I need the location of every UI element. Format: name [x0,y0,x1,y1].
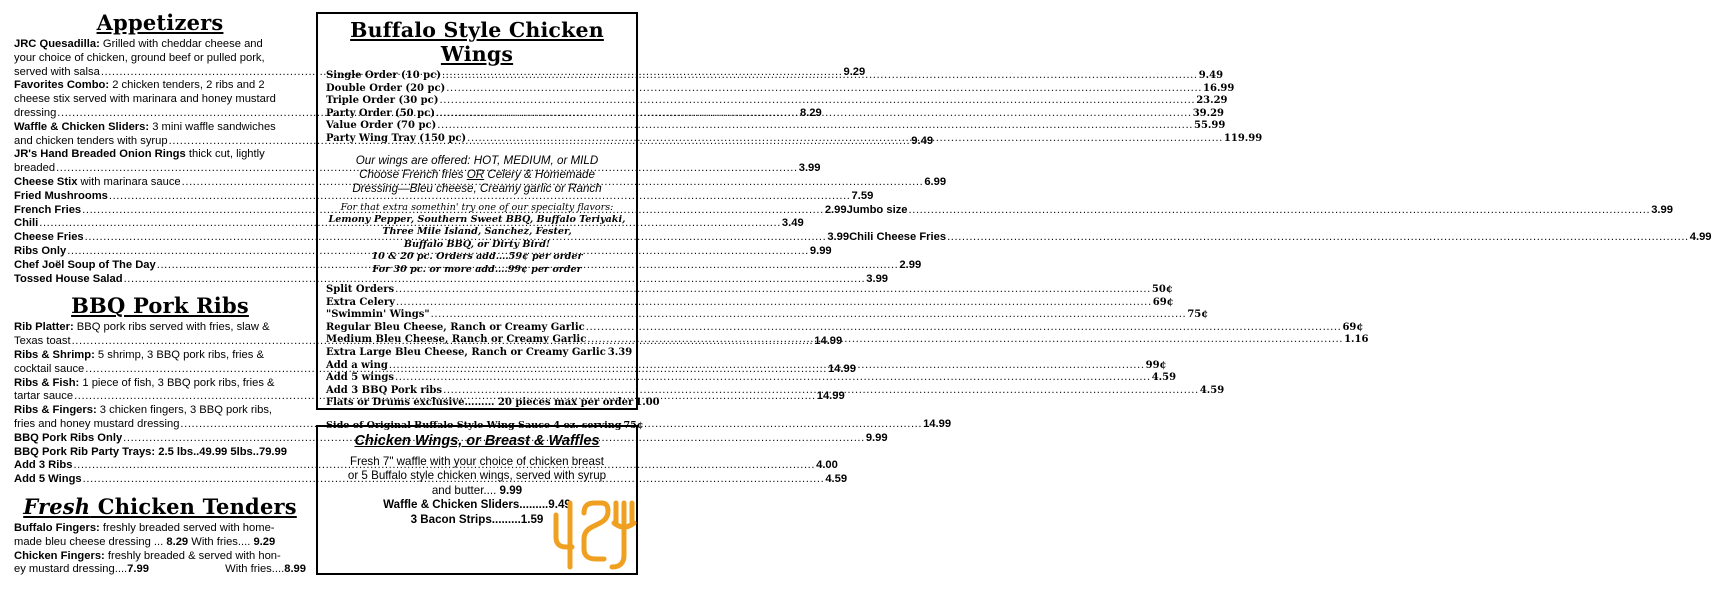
item-name: "Swimmin' Wings" [326,309,430,321]
item-price: 3.99 [866,272,889,285]
bbq-heading: BBQ Pork Ribs [71,293,249,319]
menu-item-party-trays [14,446,306,460]
item-price: 99¢ [1145,359,1167,371]
waffles-price: 9.99 [499,483,523,497]
flavor-line: Buffalo BBQ, or Dirty Bird! [403,238,551,250]
item-name: Double Order (20 pc) [326,82,446,94]
item-price: 3.99 [798,162,821,175]
item-price: 14.99 [816,390,845,403]
item-name: Single Order (10 pc) [326,70,441,81]
item-name: BBQ Pork Rib Party Trays: 2.5 lbs..49.99 5lbs..79.99 [14,445,287,458]
specialty-flavors [326,202,628,276]
item-name: Value Order (70 pc) [326,120,437,132]
wing-extra-row [326,309,1209,322]
item-price: 2.99 [824,203,847,216]
wing-order-row [326,82,1235,96]
item-desc: tartar sauce [14,390,74,403]
item-alt-price: 4.99 [1689,231,1712,244]
wing-extra-row [326,397,660,410]
item-alt-name: Chili Cheese Fries [849,231,947,244]
item-desc: Grilled with cheddar cheese and [102,38,263,50]
item-price: 14.99 [827,362,856,375]
item-desc: cheese stix served with marinara and honey mustard [14,93,276,106]
wing-extra-row [326,372,1177,385]
wings-offered-note [326,154,628,196]
tenders-heading-em: Fresh [23,493,91,519]
item-with-fries-price: 9.29 [253,535,276,548]
item-price: 9.99 [865,431,888,444]
waffles-line: and butter.... 9.99 [431,483,523,497]
item-price: 8.29 [799,106,822,119]
item-desc: your choice of chicken, ground beef or pulled pork, [14,51,265,64]
item-price: 1.16 [1344,334,1369,346]
flavor-line: 10 & 20 pc. Orders add….59¢ per order [371,251,583,263]
item-name: Fried Mushrooms [14,189,108,202]
waffles-line: or 5 Buffalo style chicken wings, served with syrup [347,469,607,483]
item-price: 8.29 [166,535,189,548]
waffles-combo-sliders: Waffle & Chicken Sliders.........9.49 [383,498,571,512]
item-name: Flats or Drums exclusive……… 20 pieces max per order [326,397,634,409]
item-price: 55.99 [1194,120,1226,132]
item-price: 4.59 [1199,384,1225,396]
menu-item-chicken-fingers [14,550,306,578]
item-price: 119.99 [1223,132,1263,144]
item-desc: served with salsa [14,65,100,78]
item-price: 75¢ [1187,309,1209,321]
wing-order-row [326,120,1226,133]
item-name: Add 5 wings [326,372,394,384]
item-name: French Fries [14,203,82,216]
item-name: Buffalo Fingers: [14,521,100,534]
item-price: 14.99 [814,335,843,348]
item-name: Ribs Only [14,244,67,257]
item-desc: freshly breaded & served with hon- [104,549,281,562]
item-price: 9.49 [911,134,934,147]
item-price: 3.49 [781,217,804,230]
offered-line: Choose French fries OR Celery & Homemade [359,167,595,181]
combo-price: 1.59 [520,512,544,526]
item-desc: freshly breaded served with home- [99,521,275,534]
item-name: Add 3 BBQ Pork ribs [326,384,443,396]
item-with-fries: With fries.... [188,535,254,548]
wings-heading: Buffalo Style Chicken Wings [350,18,604,66]
item-price: 3.99 [827,231,850,244]
item-with-fries-price: 8.99 [284,563,306,576]
item-desc: ey mustard dressing.... [14,563,128,576]
item-price: 7.59 [851,189,874,202]
item-name: Waffle & Chicken Sliders: [14,120,150,133]
item-name: Ribs & Shrimp: [14,348,95,361]
item-name: Favorites Combo: [14,79,110,92]
item-name: Tossed House Salad [14,272,123,285]
item-name: Extra Large Bleu Cheese, Ranch or Creamy Garlic [326,346,606,358]
item-name: Triple Order (30 pc) [326,95,439,107]
item-desc: 2 chicken tenders, 2 ribs and 2 [112,79,265,92]
item-desc: cocktail sauce [14,362,85,375]
item-name: JRC Quesadilla: [14,38,100,50]
waffles-description [326,455,628,498]
menu-item-salad [14,272,889,287]
item-name: Ribs & Fish: [14,376,80,389]
item-desc: breaded [14,162,56,175]
item-name: Chef Joël Soup of The Day [14,258,156,271]
item-price: 9.29 [843,65,866,78]
item-alt-name: Jumbo size [846,203,908,216]
item-desc: 1 piece of fish, 3 BBQ pork ribs, fries & [82,376,275,389]
item-alt-price: 3.99 [1651,203,1673,216]
wing-order-row [326,95,1228,108]
item-name: Extra Celery [326,296,395,308]
item-name: JR's Hand Breaded Onion Rings [14,148,186,161]
item-desc: 5 shrimp, 3 BBQ pork ribs, fries & [97,348,264,361]
item-desc: made bleu cheese dressing ... [14,535,167,548]
flavor-line: Three Mile Island, Sanchez, Fester, [382,226,572,238]
item-name: Party Order (50 pc) [326,107,435,119]
item-price: 1.00 [635,397,660,409]
item-name: Add a wing [326,359,388,371]
item-desc: thick cut, lightly [188,148,265,161]
menu-item-fried-mushrooms [14,189,874,204]
item-name: Chili [14,217,39,230]
wing-extra-row [326,321,1364,335]
item-price: 7.99 [127,563,149,576]
item-name: Rib Platter: [14,321,74,334]
item-desc: and chicken tenders with syrup [14,134,168,147]
waffles-heading: Chicken Wings, or Breast & Waffles [354,433,600,449]
appetizers-heading: Appetizers [96,10,224,35]
waffles-line: Fresh 7" waffle with your choice of chicken breast [350,455,604,468]
item-name: Chicken Fingers: [14,549,105,562]
wing-extra-row [326,346,633,360]
item-name: Party Wing Tray (150 pc) [326,132,467,144]
item-name: Split Orders [326,284,395,295]
wing-extra-row [326,296,1174,310]
combo-price: 9.49 [548,498,571,512]
item-price: 14.99 [923,417,952,430]
item-price: 9.49 [1198,70,1224,81]
item-name: Medium Bleu Cheese, Ranch or Creamy Garlic [326,334,587,346]
item-name: Add 3 Ribs [14,459,73,472]
item-price: 50¢ [1151,284,1173,295]
item-price: 69¢ [1342,321,1364,333]
item-price: 2.99 [899,258,922,271]
item-name: BBQ Pork Ribs Only [14,431,123,444]
item-price: 9.99 [809,244,832,257]
menu-item-buffalo-fingers [14,522,306,550]
tenders-heading [14,494,306,519]
waffles-box [316,425,638,575]
item-price: 3.39 [607,346,633,358]
item-price: 39.29 [1192,107,1225,119]
item-name: Ribs & Fingers: [14,404,97,417]
item-price: 23.29 [1196,95,1228,107]
tenders-heading-rest: Chicken Tenders [90,493,297,519]
item-name: Add 5 Wings [14,473,82,486]
item-name: Cheese Stix [14,175,78,188]
item-desc: BBQ pork ribs served with fries, slaw & [76,321,270,334]
item-price: 6.99 [924,175,947,188]
item-desc: dressing [14,106,57,119]
item-price: 16.99 [1203,82,1235,94]
item-name: Side of Original Buffalo Style Wing Sauce 4 oz. serving [326,419,622,431]
flavor-line: For that extra somethin' try one of our specialty flavors: [340,201,614,213]
wing-extra-row [326,284,1173,297]
item-price: 69¢ [1152,296,1174,308]
flavor-line: For 30 pc. or more add….99¢ per order [372,263,582,275]
item-desc: fries and honey mustard dressing [14,417,180,430]
item-with-fries: With fries.... [225,563,285,576]
item-desc: with marinara sauce [80,175,181,188]
waffles-combo-bacon: 3 Bacon Strips.........1.59 [410,512,544,526]
item-name: Cheese Fries [14,231,84,244]
item-name: Regular Bleu Cheese, Ranch or Creamy Garlic [326,321,585,333]
offered-line: Our wings are offered: HOT, MEDIUM, or MILD [355,153,599,167]
item-price: 75¢ [623,419,644,431]
item-desc: Texas toast [14,335,71,348]
item-price: 4.59 [825,473,848,486]
item-desc: 3 mini waffle sandwiches [152,120,276,133]
offered-line: Dressing—Bleu cheese, Creamy garlic or Ranch [352,181,602,195]
flavor-line: Lemony Pepper, Southern Sweet BBQ, Buffalo Teriyaki, [328,213,626,225]
restaurant-logo-icon [550,493,634,573]
item-price: 4.59 [1151,372,1177,384]
item-price: 4.00 [816,459,838,472]
item-desc: 3 chicken fingers, 3 BBQ pork ribs, [99,404,273,417]
